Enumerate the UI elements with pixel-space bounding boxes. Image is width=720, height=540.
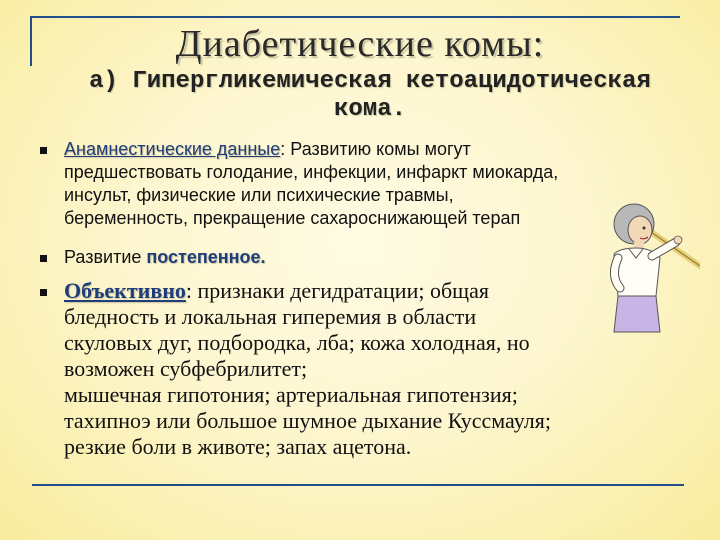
bullet-anamnesis-line-1 bbox=[64, 138, 624, 161]
objective-text-5: мышечная гипотония; артериальная гипотензия; bbox=[64, 382, 518, 407]
teacher-clipart-icon bbox=[596, 196, 700, 336]
anamnesis-text-2: предшествовать голодание, инфекции, инфаркт миокарда, bbox=[64, 162, 559, 182]
anamnesis-text-3: инсульт, физические или психические травмы, bbox=[64, 185, 454, 205]
anamnesis-text-4: беременность, прекращение сахароснижающей терап bbox=[64, 208, 521, 228]
objective-text-4: возможен субфебрилитет; bbox=[64, 356, 308, 381]
subtitle-line-1: а) Гипергликемическая кетоацидотическая bbox=[89, 68, 651, 95]
slide-subtitle bbox=[40, 68, 700, 124]
objective-text-7: резкие боли в животе; запах ацетона. bbox=[64, 434, 412, 459]
frame-top-line bbox=[30, 16, 680, 18]
objective-colon: : bbox=[185, 278, 198, 303]
development-prefix: Развитие bbox=[64, 247, 147, 267]
bullet-development bbox=[64, 246, 624, 269]
objective-label: Объективно bbox=[64, 278, 186, 303]
square-bullet-icon bbox=[40, 289, 47, 296]
objective-line-1 bbox=[64, 278, 684, 304]
subtitle-line-2: кома. bbox=[333, 96, 406, 123]
slide-title: Диабетические комы: bbox=[175, 23, 545, 65]
objective-text-1: признаки дегидратации; общая bbox=[197, 278, 489, 303]
objective-text-6: тахипноэ или большое шумное дыхание Куссмауля; bbox=[64, 408, 551, 433]
square-bullet-icon bbox=[40, 255, 47, 262]
bullet-anamnesis bbox=[64, 138, 624, 230]
development-highlight: постепенное. bbox=[146, 247, 266, 267]
anamnesis-text-1: Развитию комы могут bbox=[290, 139, 471, 159]
anamnesis-label: Анамнестические данные bbox=[64, 139, 281, 159]
anamnesis-colon: : bbox=[280, 139, 291, 159]
objective-text-3: скуловых дуг, подбородка, лба; кожа холодная, но bbox=[64, 330, 530, 355]
bullet-objective bbox=[64, 278, 684, 460]
frame-bottom-line bbox=[32, 484, 684, 486]
square-bullet-icon bbox=[40, 147, 47, 154]
objective-text-2: бледность и локальная гиперемия в области bbox=[64, 304, 477, 329]
